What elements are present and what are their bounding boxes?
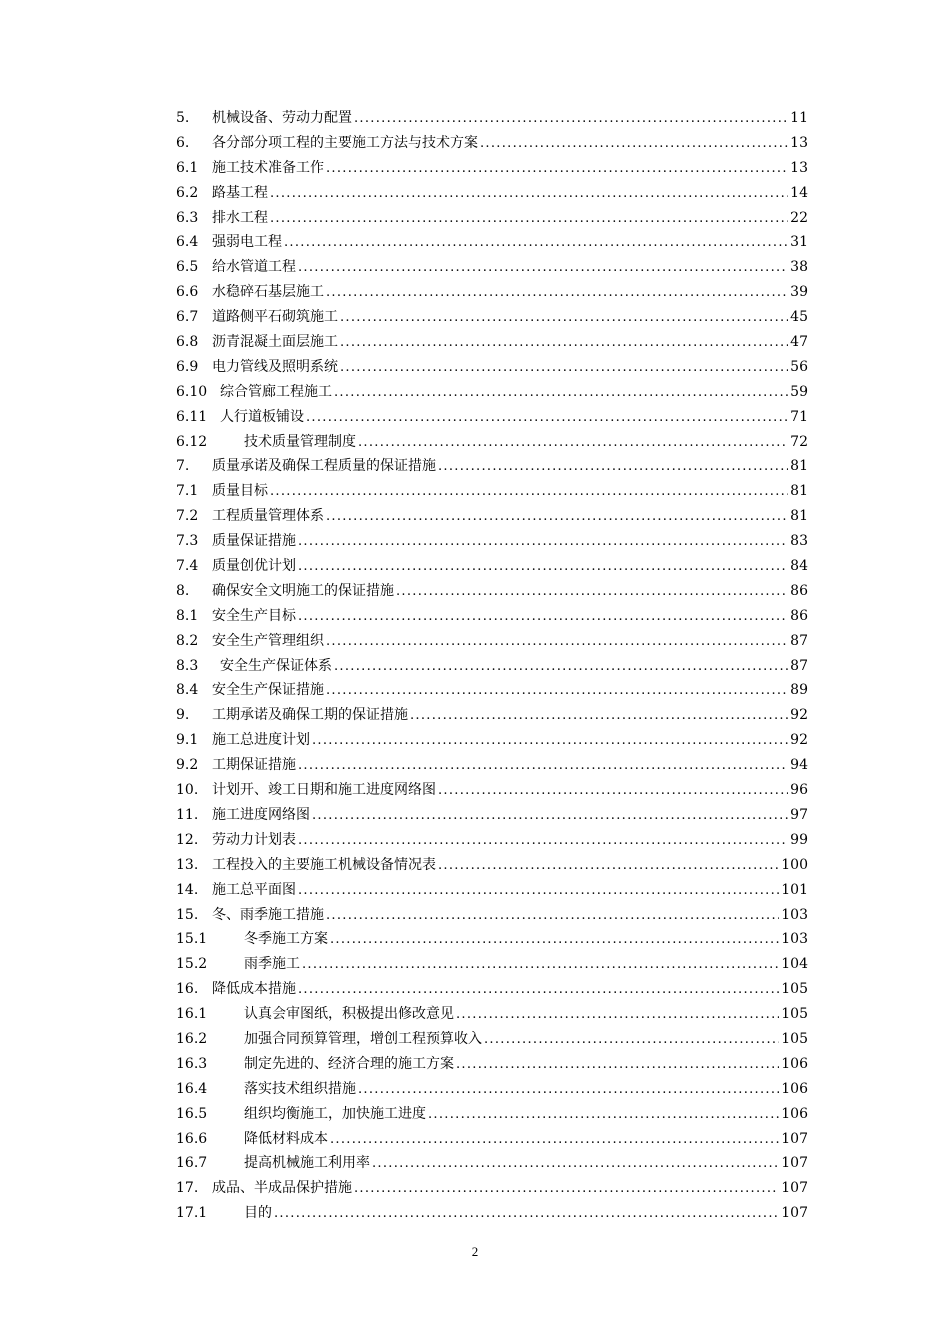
toc-entry-page: 31 [790,234,808,251]
toc-entry-number: 8.2 [176,632,199,649]
toc-entry-page: 107 [781,1205,808,1222]
toc-entry-number: 6.7 [176,309,199,326]
toc-entry-number: 16. [176,981,199,998]
toc-entry-title: 综合管廊工程施工 [220,383,332,400]
toc-entry-title: 强弱电工程 [212,234,282,251]
toc-dot-leader [438,854,779,878]
toc-entry-page: 107 [781,1180,808,1197]
toc-entry[interactable] [176,1151,808,1176]
toc-entry-number: 13. [176,856,199,873]
toc-entry-number: 5. [176,110,190,126]
toc-entry-title: 目的 [244,1205,272,1222]
toc-entry-title: 质量承诺及确保工程质量的保证措施 [212,458,436,475]
toc-dot-leader [326,679,788,703]
toc-entry[interactable] [176,1052,808,1077]
toc-entry-title: 各分部分项工程的主要施工方法与技术方案 [212,134,478,151]
toc-entry-number: 15.2 [176,956,208,973]
toc-entry[interactable] [176,1027,808,1052]
toc-entry-title: 人行道板铺设 [220,408,304,425]
toc-entry-number: 14. [176,881,199,898]
toc-entry[interactable] [176,778,808,803]
toc-dot-leader [270,480,788,504]
toc-entry[interactable] [176,1077,808,1102]
toc-entry-number: 16.4 [176,1080,208,1097]
toc-dot-leader [410,704,788,728]
toc-entry-page: 87 [790,632,808,649]
toc-entry-title: 工程质量管理体系 [212,508,324,525]
toc-entry-page: 22 [790,209,808,226]
toc-entry-page: 81 [790,458,808,475]
toc-entry-title: 路基工程 [212,184,268,201]
toc-entry-title: 安全生产管理组织 [212,632,324,649]
toc-entry[interactable] [176,703,808,728]
toc-entry[interactable] [176,504,808,529]
toc-entry-number: 6.3 [176,209,199,226]
toc-entry-number: 6.10 [176,383,208,400]
toc-entry-number: 7.4 [176,558,199,575]
toc-dot-leader [396,580,788,604]
toc-entry-title: 施工技术准备工作 [212,159,324,176]
toc-dot-leader [298,530,788,554]
toc-entry-title: 成品、半成品保护措施 [212,1180,352,1197]
toc-entry-number: 10. [176,782,199,799]
toc-entry[interactable] [176,654,808,679]
toc-entry-page: 83 [790,533,808,550]
toc-dot-leader [274,1202,779,1226]
toc-entry-number: 17. [176,1180,199,1197]
toc-entry[interactable] [176,853,808,878]
toc-entry-page: 92 [790,732,808,749]
toc-entry-number: 16.1 [176,1006,208,1023]
toc-entry-number: 6.9 [176,358,199,375]
toc-entry-page: 72 [790,433,808,450]
toc-entry-title: 加强合同预算管理，增创工程预算收入 [244,1030,482,1047]
toc-entry-page: 106 [781,1080,808,1097]
toc-entry-number: 17.1 [176,1205,208,1222]
toc-entry[interactable] [176,903,808,928]
toc-entry-page: 97 [790,806,808,823]
toc-entry-number: 8.4 [176,682,199,699]
toc-dot-leader [298,605,788,629]
toc-entry-page: 105 [781,1006,808,1023]
toc-entry-page: 107 [781,1130,808,1147]
toc-dot-leader [438,779,788,803]
toc-dot-leader [302,953,779,977]
toc-entry-number: 7.2 [176,508,199,525]
toc-entry-title: 降低材料成本 [244,1130,328,1147]
toc-entry-number: 7.3 [176,533,199,550]
toc-entry[interactable] [176,479,808,504]
toc-entry-title: 冬、雨季施工措施 [212,906,324,923]
toc-entry-title: 排水工程 [212,209,268,226]
toc-entry-title: 质量创优计划 [212,558,296,575]
toc-entry-page: 99 [790,831,808,848]
toc-dot-leader [326,157,788,181]
toc-entry[interactable] [176,1176,808,1201]
toc-dot-leader [326,630,788,654]
toc-entry-number: 16.7 [176,1155,208,1172]
toc-entry[interactable] [176,380,808,405]
toc-entry[interactable] [176,977,808,1002]
toc-entry-number: 6.4 [176,234,199,251]
toc-dot-leader [326,904,779,928]
toc-entry-number: 9. [176,707,190,724]
toc-dot-leader [270,207,788,231]
toc-entry-title: 组织均衡施工，加快施工进度 [244,1105,426,1122]
toc-dot-leader [340,306,788,330]
toc-entry-page: 38 [790,259,808,276]
toc-dot-leader [312,804,788,828]
toc-entry-page: 89 [790,682,808,699]
toc-entry-page: 92 [790,707,808,724]
toc-dot-leader [298,555,788,579]
toc-entry-number: 8.3 [176,657,199,674]
toc-entry-title: 电力管线及照明系统 [212,358,338,375]
toc-entry[interactable] [176,305,808,330]
toc-entry[interactable] [176,604,808,629]
toc-entry-page: 13 [790,159,808,176]
toc-entry[interactable] [176,1002,808,1027]
toc-entry-title: 降低成本措施 [212,981,296,998]
toc-entry-title: 技术质量管理制度 [244,433,356,450]
toc-entry-title: 确保安全文明施工的保证措施 [212,582,394,599]
toc-dot-leader [480,132,788,156]
toc-dot-leader [438,455,788,479]
toc-entry-number: 6.8 [176,334,199,351]
toc-entry-title: 劳动力计划表 [212,831,296,848]
toc-entry-title: 施工总进度计划 [212,732,310,749]
toc-dot-leader [334,381,788,405]
toc-entry-page: 106 [781,1055,808,1072]
toc-entry-page: 107 [781,1155,808,1172]
toc-entry[interactable] [176,1127,808,1152]
toc-entry[interactable] [176,230,808,255]
toc-entry-page: 11 [790,110,808,126]
table-of-contents [176,106,808,1226]
toc-entry[interactable] [176,280,808,305]
toc-entry-number: 16.2 [176,1030,208,1047]
toc-entry[interactable] [176,828,808,853]
toc-entry-number: 9.2 [176,757,199,774]
toc-entry-number: 6.6 [176,284,199,301]
toc-entry-title: 工期承诺及确保工期的保证措施 [212,707,408,724]
toc-entry-title: 质量保证措施 [212,533,296,550]
toc-dot-leader [312,729,788,753]
toc-entry-page: 39 [790,284,808,301]
toc-entry[interactable] [176,927,808,952]
toc-entry-title: 安全生产保证措施 [212,682,324,699]
toc-entry-number: 6.12 [176,433,208,450]
toc-entry-page: 86 [790,582,808,599]
toc-entry-number: 11. [176,806,199,823]
toc-dot-leader [326,505,788,529]
toc-entry-number: 15. [176,906,199,923]
toc-dot-leader [456,1053,779,1077]
toc-entry-title: 沥青混凝土面层施工 [212,334,338,351]
toc-entry-number: 6.2 [176,184,199,201]
toc-dot-leader [484,1028,779,1052]
toc-entry-number: 16.6 [176,1130,208,1147]
toc-entry-title: 认真会审图纸，积极提出修改意见 [244,1006,454,1023]
toc-entry[interactable] [176,330,808,355]
toc-dot-leader [354,1177,779,1201]
toc-entry-number: 6.11 [176,408,208,425]
toc-dot-leader [306,406,788,430]
toc-entry-page: 96 [790,782,808,799]
toc-entry-page: 105 [781,1030,808,1047]
toc-entry-number: 7.1 [176,483,199,500]
toc-entry[interactable] [176,629,808,654]
toc-entry-number: 12. [176,831,199,848]
toc-entry-number: 6.1 [176,159,199,176]
toc-entry-title: 施工进度网络图 [212,806,310,823]
toc-entry-page: 94 [790,757,808,774]
toc-entry[interactable] [176,405,808,430]
toc-entry-title: 道路侧平石砌筑施工 [212,309,338,326]
toc-dot-leader [428,1103,779,1127]
toc-entry-page: 105 [781,981,808,998]
toc-entry[interactable] [176,131,808,156]
toc-entry[interactable] [176,1102,808,1127]
toc-dot-leader [358,1078,779,1102]
toc-dot-leader [270,182,788,206]
toc-entry[interactable] [176,355,808,380]
toc-dot-leader [326,281,788,305]
toc-entry-page: 13 [790,134,808,151]
toc-entry-page: 47 [790,334,808,351]
toc-dot-leader [334,655,788,679]
toc-entry-page: 81 [790,483,808,500]
toc-entry-page: 104 [781,956,808,973]
toc-entry-number: 6.5 [176,259,199,276]
toc-dot-leader [298,879,779,903]
toc-entry-page: 87 [790,657,808,674]
toc-entry-title: 提高机械施工利用率 [244,1155,370,1172]
toc-entry-title: 质量目标 [212,483,268,500]
toc-dot-leader [298,754,788,778]
toc-entry-title: 安全生产目标 [212,607,296,624]
toc-entry-page: 100 [781,856,808,873]
toc-dot-leader [330,928,779,952]
toc-entry[interactable] [176,1201,808,1226]
toc-dot-leader [330,1128,779,1152]
toc-entry[interactable] [176,728,808,753]
toc-dot-leader [354,107,788,131]
toc-entry-title: 落实技术组织措施 [244,1080,356,1097]
toc-entry-number: 16.5 [176,1105,208,1122]
toc-entry-page: 56 [790,358,808,375]
toc-entry-number: 9.1 [176,732,199,749]
toc-entry-page: 101 [781,881,808,898]
toc-entry[interactable] [176,181,808,206]
toc-entry-title: 安全生产保证体系 [220,657,332,674]
toc-entry[interactable] [176,430,808,455]
toc-entry-page: 81 [790,508,808,525]
toc-entry[interactable] [176,952,808,977]
toc-entry-number: 7. [176,458,190,475]
toc-entry-page: 86 [790,607,808,624]
toc-dot-leader [298,256,788,280]
toc-entry[interactable] [176,206,808,231]
toc-entry[interactable] [176,678,808,703]
toc-entry[interactable] [176,753,808,778]
toc-entry[interactable] [176,156,808,181]
toc-entry-page: 103 [781,931,808,948]
toc-entry-title: 冬季施工方案 [244,931,328,948]
toc-entry[interactable] [176,255,808,280]
page-number: 2 [471,1244,479,1259]
toc-entry-page: 71 [790,408,808,425]
toc-dot-leader [284,231,788,255]
toc-dot-leader [358,431,788,455]
toc-entry-page: 45 [790,309,808,326]
toc-entry[interactable] [176,554,808,579]
toc-entry-number: 8.1 [176,607,199,624]
toc-entry[interactable] [176,803,808,828]
toc-entry-title: 施工总平面图 [212,881,296,898]
toc-entry-title: 给水管道工程 [212,259,296,276]
toc-entry[interactable] [176,454,808,479]
toc-dot-leader [298,829,788,853]
toc-dot-leader [456,1003,779,1027]
toc-entry-number: 15.1 [176,931,208,948]
toc-entry-page: 59 [790,383,808,400]
toc-entry-title: 制定先进的、经济合理的施工方案 [244,1055,454,1072]
toc-entry-number: 6. [176,134,190,151]
toc-entry-title: 雨季施工 [244,956,300,973]
toc-entry-title: 工期保证措施 [212,757,296,774]
toc-dot-leader [340,356,788,380]
toc-entry-number: 8. [176,582,190,599]
toc-entry-page: 103 [781,906,808,923]
toc-entry-title: 机械设备、劳动力配置 [212,110,352,126]
toc-dot-leader [298,978,779,1002]
toc-entry[interactable] [176,878,808,903]
toc-entry-page: 14 [790,184,808,201]
toc-entry-page: 106 [781,1105,808,1122]
toc-entry[interactable] [176,579,808,604]
toc-entry-page: 84 [790,558,808,575]
toc-entry[interactable] [176,106,808,131]
toc-entry-title: 工程投入的主要施工机械设备情况表 [212,856,436,873]
toc-dot-leader [372,1152,779,1176]
toc-entry[interactable] [176,529,808,554]
toc-dot-leader [340,331,788,355]
toc-entry-title: 水稳碎石基层施工 [212,284,324,301]
toc-entry-title: 计划开、竣工日期和施工进度网络图 [212,782,436,799]
toc-entry-number: 16.3 [176,1055,208,1072]
